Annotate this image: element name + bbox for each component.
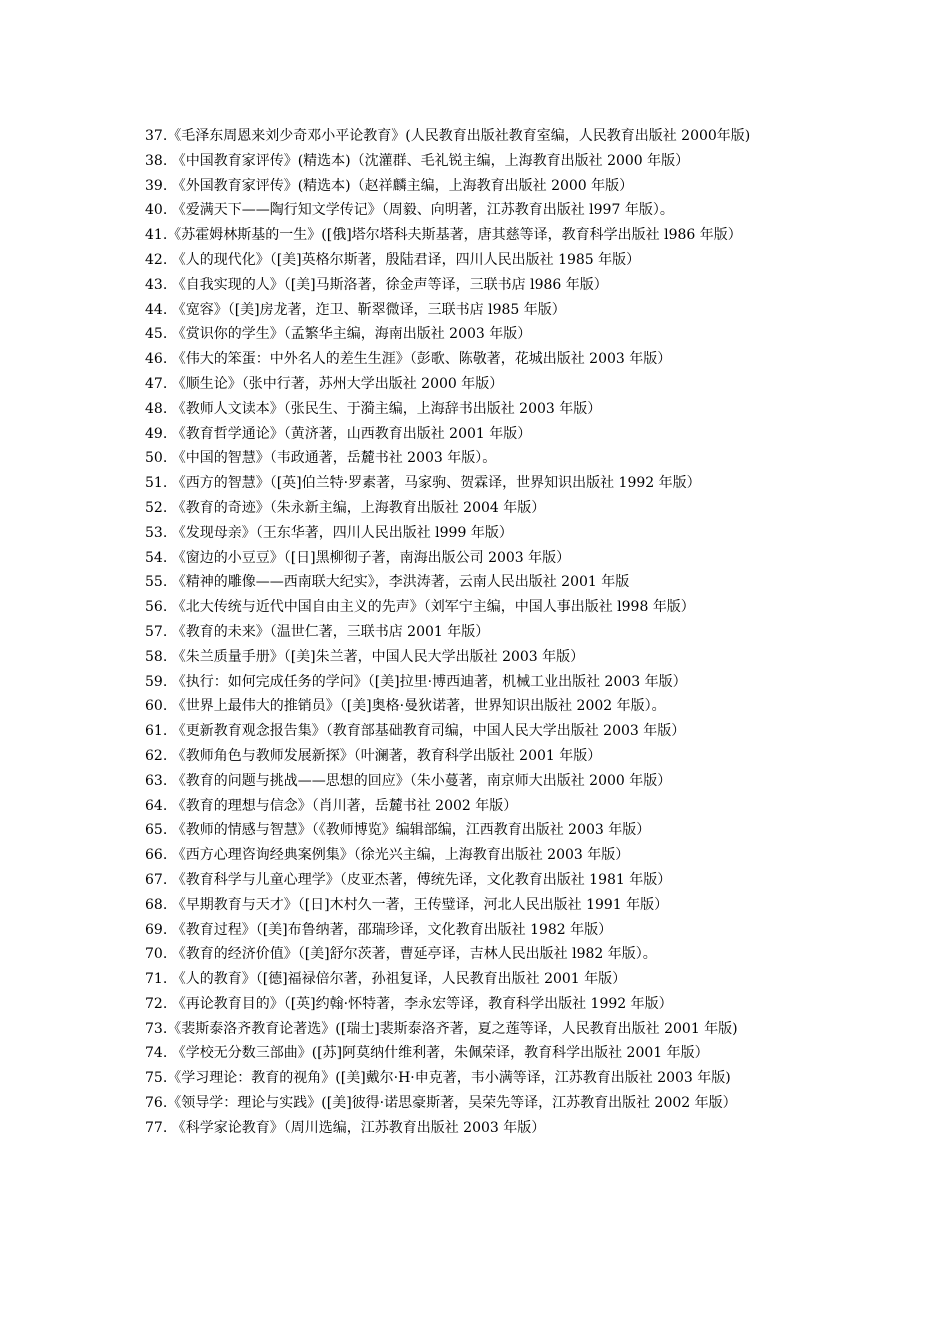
- list-item: 66. 《西方心理咨询经典案例集》（徐光兴主编，上海教育出版社 2003 年版）: [145, 847, 630, 864]
- list-item: 51. 《西方的智慧》（[英]伯兰特·罗素著，马家驹、贺霖译，世界知识出版社 1992 年版）: [145, 475, 701, 492]
- list-item: 45. 《赏识你的学生》（孟繁华主编，海南出版社 2003 年版）: [145, 326, 532, 343]
- list-item: 44. 《宽容》（[美]房龙著，迮卫、靳翠微译，三联书店 l985 年版）: [145, 301, 566, 318]
- list-item: 61. 《更新教育观念报告集》（教育部基础教育司编，中国人民大学出版社 2003 年版）: [145, 723, 686, 740]
- list-item: 40. 《爱满天下——陶行知文学传记》（周毅、向明著，江苏教育出版社 l997 年版）。: [145, 202, 674, 219]
- list-item: 43. 《自我实现的人》（[美]马斯洛著，徐金声等译，三联书店 l986 年版）: [145, 276, 608, 293]
- list-item: 49. 《教育哲学通论》（黄济著，山西教育出版社 2001 年版）: [145, 425, 532, 442]
- list-item: 38. 《中国教育家评传》(精选本)（沈灌群、毛礼锐主编，上海教育出版社 2000 年版）: [145, 152, 690, 169]
- list-item: 53. 《发现母亲》（王东华著，四川人民出版社 l999 年版）: [145, 524, 513, 541]
- bibliography-list: [145, 124, 811, 1141]
- list-item: 68. 《早期教育与天才》（[日]木村久一著，王传璧译，河北人民出版社 1991 年版）: [145, 896, 669, 913]
- list-item: 42. 《人的现代化》（[美]英格尔斯著，殷陆君译，四川人民出版社 1985 年版）: [145, 251, 641, 268]
- list-item: 67. 《教育科学与儿童心理学》（皮亚杰著，傅统先译，文化教育出版社 1981 年版）: [145, 871, 672, 888]
- list-item: 56. 《北大传统与近代中国自由主义的先声》（刘军宁主编，中国人事出版社 l998 年版）: [145, 599, 695, 616]
- list-item: 74. 《学校无分数三部曲》([苏]阿莫纳什维利著，朱佩荣译，教育科学出版社 2001 年版）: [145, 1045, 709, 1062]
- list-item: 77. 《科学家论教育》（周川选编，江苏教育出版社 2003 年版）: [145, 1119, 546, 1136]
- list-item: 71. 《人的教育》（[德]福禄倍尔著，孙祖复译，人民教育出版社 2001 年版）: [145, 971, 627, 988]
- list-item: 46. 《伟大的笨蛋：中外名人的差生生涯》（彭歌、陈敬著，花城出版社 2003 年版）: [145, 351, 672, 368]
- list-item: 65. 《教师的情感与智慧》（《教师博览》编辑部编，江西教育出版社 2003 年版）: [145, 822, 651, 839]
- list-item: 55. 《精神的雕像——西南联大纪实》，李洪涛著，云南人民出版社 2001 年版: [145, 574, 630, 591]
- list-item: 39. 《外国教育家评传》(精选本)（赵祥麟主编，上海教育出版社 2000 年版）: [145, 177, 634, 194]
- list-item: 76.《领导学：理论与实践》([美]彼得·诺思豪斯著，吴荣先等译，江苏教育出版社 2002 年版）: [145, 1095, 737, 1112]
- list-item: 57. 《教育的未来》（温世仁著，三联书店 2001 年版）: [145, 623, 490, 640]
- list-item: 64. 《教育的理想与信念》（肖川著，岳麓书社 2002 年版）: [145, 797, 518, 814]
- list-item: 48. 《教师人文读本》（张民生、于漪主编，上海辞书出版社 2003 年版）: [145, 400, 602, 417]
- list-item: 52. 《教育的奇迹》（朱永新主编，上海教育出版社 2004 年版）: [145, 499, 546, 516]
- list-item: 72. 《再论教育目的》（[英]约翰·怀特著，李永宏等译，教育科学出版社 1992 年版）: [145, 995, 673, 1012]
- list-item: 41.《苏霍姆林斯基的一生》([俄]塔尔塔科夫斯基著，唐其慈等译，教育科学出版社 l986 年版）: [145, 227, 742, 244]
- list-item: 60. 《世界上最伟大的推销员》（[美]奥格·曼狄诺著，世界知识出版社 2002 年版）。: [145, 698, 666, 715]
- list-item: 62. 《教师角色与教师发展新探》（叶澜著，教育科学出版社 2001 年版）: [145, 747, 602, 764]
- list-item: 50. 《中国的智慧》（韦政通著，岳麓书社 2003 年版）。: [145, 450, 497, 467]
- list-item: 37.《毛泽东周恩来刘少奇邓小平论教育》(人民教育出版社教育室编，人民教育出版社 2000年版): [145, 128, 751, 144]
- list-item: 58. 《朱兰质量手册》（[美]朱兰著，中国人民大学出版社 2003 年版）: [145, 648, 585, 665]
- list-item: 75.《学习理论：教育的视角》([美]戴尔·H·申克著，韦小满等译，江苏教育出版社 2003 年版): [145, 1070, 731, 1087]
- list-item: 54. 《窗边的小豆豆》（[日]黑柳彻子著，南海出版公司 2003 年版）: [145, 549, 571, 566]
- list-item: 63. 《教育的问题与挑战——思想的回应》（朱小蔓著，南京师大出版社 2000 年版）: [145, 772, 672, 789]
- list-item: 73.《裴斯泰洛齐教育论著选》([瑞士]裴斯泰洛齐著，夏之莲等译，人民教育出版社 2001 年版): [145, 1020, 738, 1037]
- list-item: 59. 《执行：如何完成任务的学问》（[美]拉里·博西迪著，机械工业出版社 2003 年版）: [145, 673, 687, 690]
- list-item: 69. 《教育过程》（[美]布鲁纳著，邵瑞珍译，文化教育出版社 1982 年版）: [145, 921, 613, 938]
- list-item: 47. 《顺生论》（张中行著，苏州大学出版社 2000 年版）: [145, 375, 504, 392]
- list-item: 70. 《教育的经济价值》（[美]舒尔茨著，曹延亭译，吉林人民出版社 l982 年版）。: [145, 946, 657, 963]
